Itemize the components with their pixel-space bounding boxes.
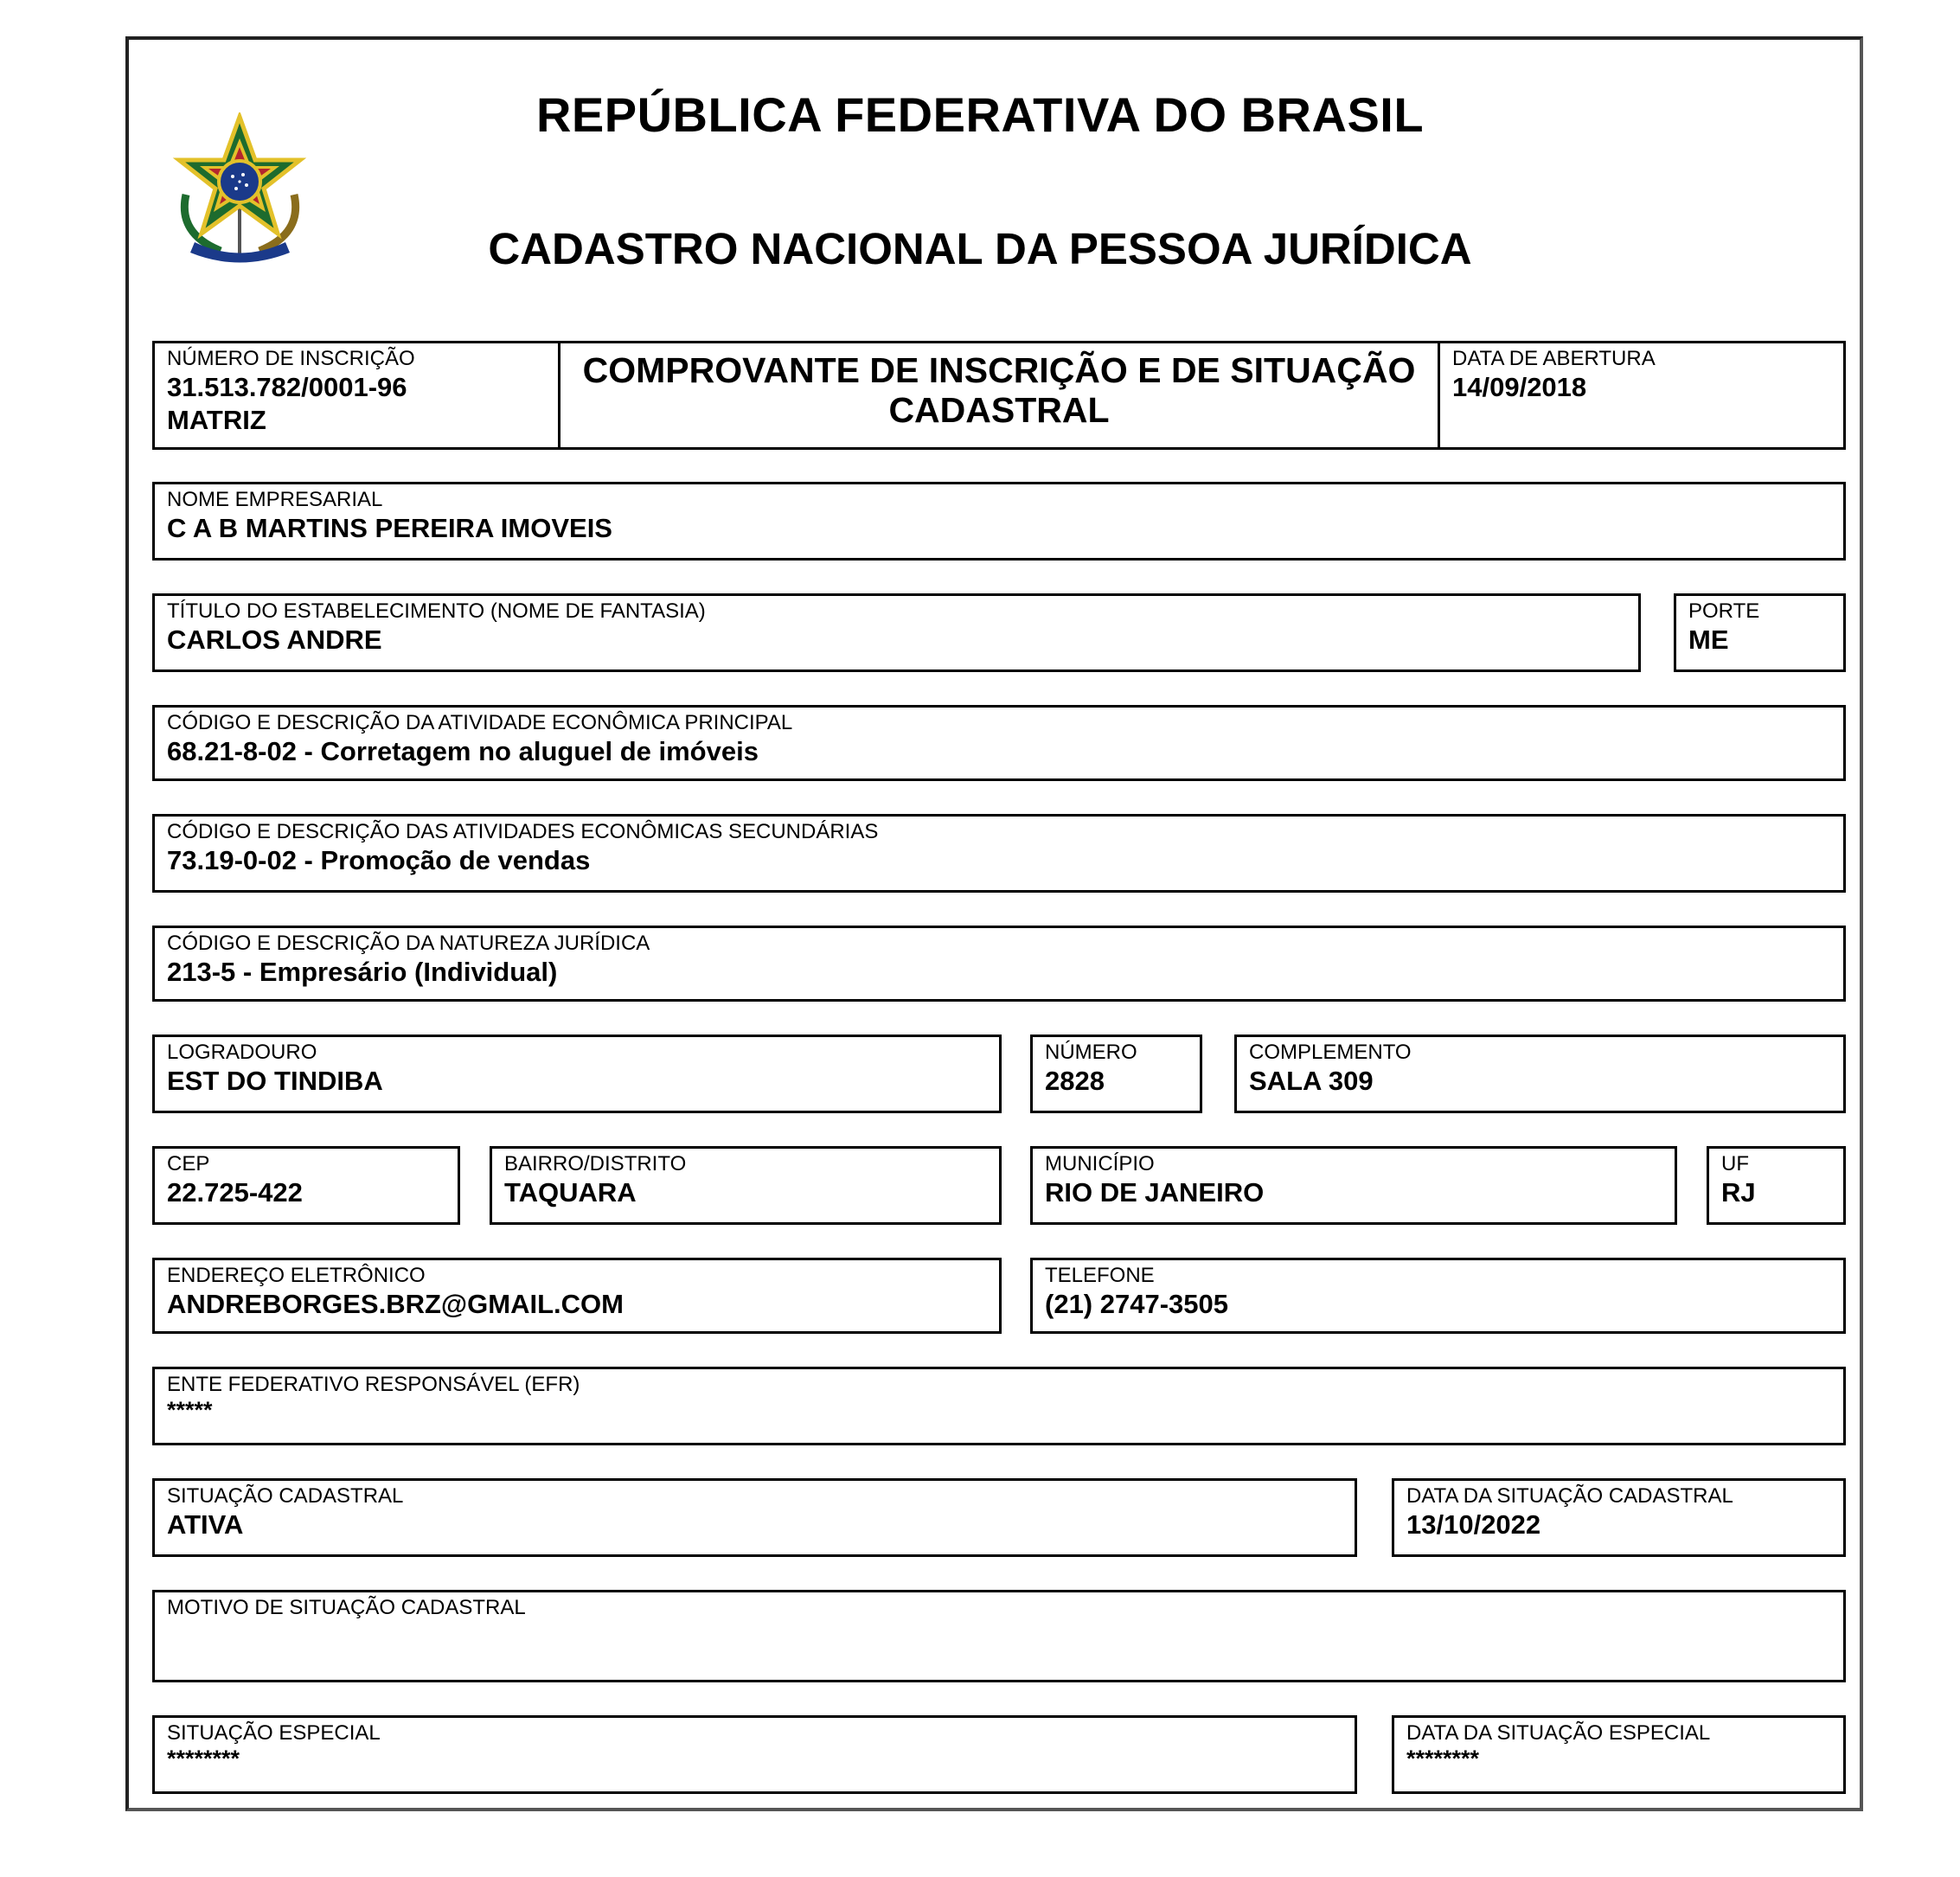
status-reason-label: MOTIVO DE SITUAÇÃO CADASTRAL — [167, 1596, 526, 1619]
status-date-label: DATA DA SITUAÇÃO CADASTRAL — [1406, 1484, 1733, 1508]
email: ANDREBORGES.BRZ@GMAIL.COM — [167, 1289, 624, 1319]
email-label: ENDEREÇO ELETRÔNICO — [167, 1264, 426, 1287]
registration-number-box — [152, 341, 560, 450]
legal-nature-box — [152, 926, 1846, 1002]
special-status-box — [152, 1715, 1357, 1794]
special-status-date-label: DATA DA SITUAÇÃO ESPECIAL — [1406, 1721, 1711, 1745]
phone: (21) 2747-3505 — [1045, 1289, 1228, 1319]
state-label: UF — [1721, 1152, 1749, 1176]
opening-date: 14/09/2018 — [1452, 372, 1587, 402]
complement-box — [1234, 1035, 1846, 1113]
proof-title-line2: CADASTRAL — [888, 390, 1110, 430]
city-box — [1030, 1146, 1677, 1225]
street-label: LOGRADOURO — [167, 1041, 317, 1064]
phone-box — [1030, 1258, 1846, 1334]
secondary-activities: 73.19-0-02 - Promoção de vendas — [167, 845, 591, 875]
proof-title-line1: COMPROVANTE DE INSCRIÇÃO E DE SITUAÇÃO — [582, 350, 1416, 390]
trade-name: CARLOS ANDRE — [167, 625, 382, 655]
opening-date-box — [1438, 341, 1846, 450]
state-box — [1707, 1146, 1846, 1225]
special-status-date: ******** — [1406, 1746, 1480, 1771]
address-number: 2828 — [1045, 1066, 1105, 1096]
status-label: SITUAÇÃO CADASTRAL — [167, 1484, 404, 1508]
city-label: MUNICÍPIO — [1045, 1152, 1155, 1176]
main-activity: 68.21-8-02 - Corretagem no aluguel de imóveis — [167, 736, 759, 766]
city: RIO DE JANEIRO — [1045, 1177, 1265, 1208]
address-number-label: NÚMERO — [1045, 1041, 1137, 1064]
status-date-box — [1392, 1478, 1846, 1557]
business-name-label: NOME EMPRESARIAL — [167, 488, 383, 511]
registration-number: 31.513.782/0001-96 — [167, 372, 407, 402]
district-box — [490, 1146, 1002, 1225]
complement-label: COMPLEMENTO — [1249, 1041, 1412, 1064]
size-box — [1674, 593, 1846, 672]
address-number-box — [1030, 1035, 1202, 1113]
status-date: 13/10/2022 — [1406, 1509, 1541, 1540]
opening-date-label: DATA DE ABERTURA — [1452, 347, 1656, 370]
secondary-activities-box — [152, 814, 1846, 893]
registration-number-label: NÚMERO DE INSCRIÇÃO — [167, 347, 415, 370]
efr-box — [152, 1367, 1846, 1445]
efr: ***** — [167, 1397, 213, 1423]
status-box — [152, 1478, 1357, 1557]
registration-type: MATRIZ — [167, 405, 266, 435]
main-activity-box — [152, 705, 1846, 781]
republic-title: REPÚBLICA FEDERATIVA DO BRASIL — [535, 87, 1425, 142]
business-name: C A B MARTINS PEREIRA IMOVEIS — [167, 513, 612, 543]
status-reason-box — [152, 1590, 1846, 1682]
proof-title-box — [558, 341, 1440, 450]
zip-label: CEP — [167, 1152, 210, 1176]
legal-nature: 213-5 - Empresário (Individual) — [167, 957, 558, 987]
main-activity-label: CÓDIGO E DESCRIÇÃO DA ATIVIDADE ECONÔMICA PRINCIPAL — [167, 711, 793, 734]
state: RJ — [1721, 1177, 1756, 1208]
phone-label: TELEFONE — [1045, 1264, 1155, 1287]
street: EST DO TINDIBA — [167, 1066, 383, 1096]
special-status-label: SITUAÇÃO ESPECIAL — [167, 1721, 381, 1745]
trade-name-label: TÍTULO DO ESTABELECIMENTO (NOME DE FANTASIA) — [167, 599, 706, 623]
district: TAQUARA — [504, 1177, 637, 1208]
size-label: PORTE — [1688, 599, 1760, 623]
secondary-activities-label: CÓDIGO E DESCRIÇÃO DAS ATIVIDADES ECONÔMICAS SECUNDÁRIAS — [167, 820, 879, 843]
special-status-date-box — [1392, 1715, 1846, 1794]
district-label: BAIRRO/DISTRITO — [504, 1152, 687, 1176]
legal-nature-label: CÓDIGO E DESCRIÇÃO DA NATUREZA JURÍDICA — [167, 932, 650, 955]
zip-box — [152, 1146, 460, 1225]
status: ATIVA — [167, 1509, 244, 1540]
business-name-box — [152, 482, 1846, 561]
proof-title — [560, 343, 1438, 430]
street-box — [152, 1035, 1002, 1113]
special-status: ******** — [167, 1746, 240, 1771]
size-value: ME — [1688, 625, 1729, 655]
registry-title: CADASTRO NACIONAL DA PESSOA JURÍDICA — [488, 224, 1472, 273]
efr-label: ENTE FEDERATIVO RESPONSÁVEL (EFR) — [167, 1373, 580, 1396]
complement: SALA 309 — [1249, 1066, 1374, 1096]
zip: 22.725-422 — [167, 1177, 303, 1208]
trade-name-box — [152, 593, 1641, 672]
email-box — [152, 1258, 1002, 1334]
